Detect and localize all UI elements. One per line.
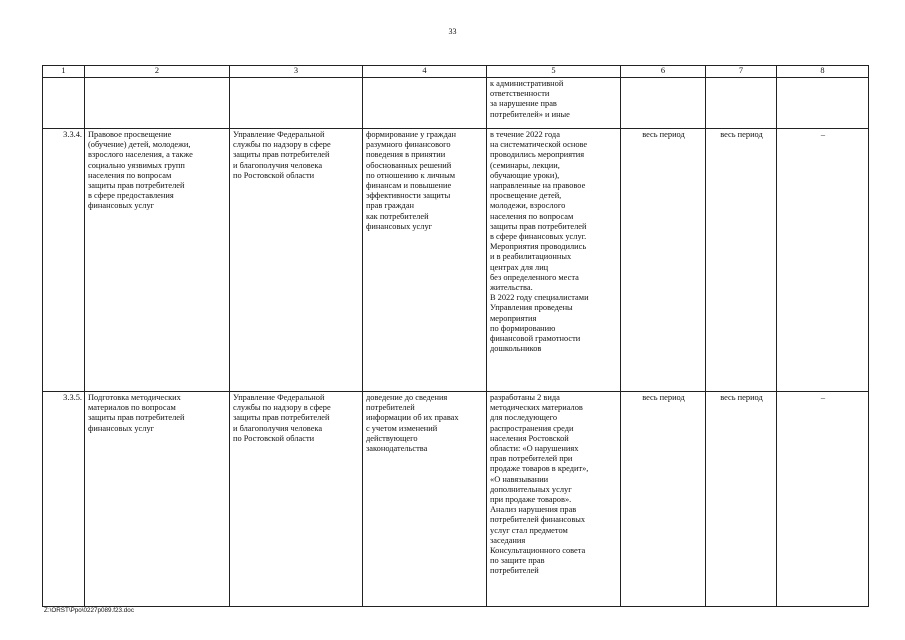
progress-info: в течение 2022 года на систематической основе проводились мероприятия (семинары, лекции, обучающие уроки), направленные на правовое просвещение детей, молодежи, взрослого населения по вопросам защиты прав потребителей в сфере финансовых услуг. Мероприятия проводились и в реабилитационных центрах для лиц без определенного места жительства. В 2022 году специалистами Управления проведены мероприятия по формированию финансовой грамотности дошкольников (487, 129, 621, 392)
expected-result: доведение до сведения потребителей информации об их правах с учетом изменений действующего законодательства (363, 392, 487, 607)
start-period: весь период (621, 129, 706, 392)
start-period (621, 78, 706, 129)
col-header-4: 4 (363, 66, 487, 78)
executor: Управление Федеральной службы по надзору в сфере защиты прав потребителей и благополучия человека по Ростовской области (230, 129, 363, 392)
end-period (706, 78, 777, 129)
col-header-6: 6 (621, 66, 706, 78)
col-header-5: 5 (487, 66, 621, 78)
file-path-footer: Z:\ORST\Ppo\0227p089.f23.doc (44, 607, 134, 614)
expected-result: формирование у граждан разумного финансового поведения в принятии обоснованных решений по отношению к личным финансам и повышение эффективности защиты прав граждан как потребителей финансовых услуг (363, 129, 487, 392)
table-row (43, 392, 869, 607)
report-table (42, 65, 869, 607)
col-header-3: 3 (230, 66, 363, 78)
note (777, 78, 869, 129)
start-period: весь период (621, 392, 706, 607)
activity-name (85, 78, 230, 129)
col-header-1: 1 (43, 66, 85, 78)
row-number (43, 78, 85, 129)
note: – (777, 392, 869, 607)
col-header-7: 7 (706, 66, 777, 78)
activity-name: Подготовка методических материалов по вопросам защиты прав потребителей финансовых услуг (85, 392, 230, 607)
page-number: 33 (448, 27, 457, 36)
end-period: весь период (706, 129, 777, 392)
row-number: 3.3.4. (43, 129, 85, 392)
progress-info: к административной ответственности за нарушение прав потребителей» и иные (487, 78, 621, 129)
table-row (43, 78, 869, 129)
table-row (43, 129, 869, 392)
row-number: 3.3.5. (43, 392, 85, 607)
executor: Управление Федеральной службы по надзору в сфере защиты прав потребителей и благополучия человека по Ростовской области (230, 392, 363, 607)
col-header-8: 8 (777, 66, 869, 78)
expected-result (363, 78, 487, 129)
end-period: весь период (706, 392, 777, 607)
executor (230, 78, 363, 129)
col-header-2: 2 (85, 66, 230, 78)
table-header-row (43, 66, 869, 78)
note: – (777, 129, 869, 392)
progress-info: разработаны 2 вида методических материалов для последующего распространения среди населения Ростовской области: «О нарушениях прав потребителей при продаже товаров в кредит», «О навязывании дополнительных услуг при продаже товаров». Анализ нарушения прав потребителей финансовых услуг стал предметом заседания Консультационного совета по защите прав потребителей (487, 392, 621, 607)
activity-name: Правовое просвещение (обучение) детей, молодежи, взрослого населения, а также социально уязвимых групп населения по вопросам защиты прав потребителей в сфере предоставления финансовых услуг (85, 129, 230, 392)
